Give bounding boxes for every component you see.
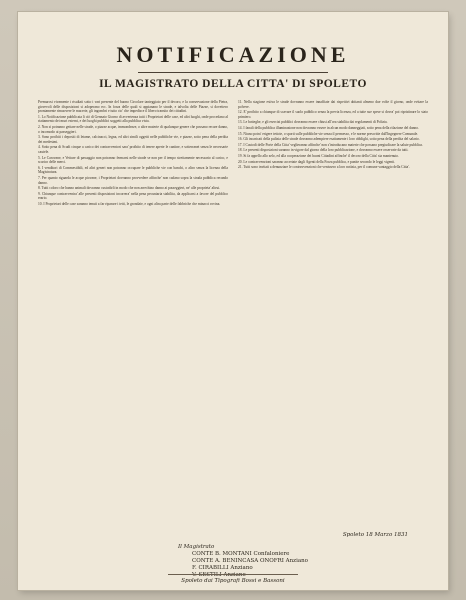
signatories-lead: Il Magistrato bbox=[178, 544, 215, 550]
paragraph: 7. Per quanto riguarda le acque piovane, i Proprietari dovranno provvedere affinche' non cadano sopra la strada pubblica recando danno. bbox=[38, 175, 228, 185]
paragraph: 9. Chiunque contravvenira' alle presenti disposizioni incorrera' nella pena pecuniaria stabilita, da applicarsi a favore del pubblico erario. bbox=[38, 191, 228, 201]
printer-credit: Spoleto dai Tipografi Bossi e Bassoni bbox=[181, 578, 285, 584]
paragraph: 8. Tutti coloro che hanno animali dovranno custodirli in modo che non arrechino danno ai passeggieri, ne' alle proprieta' altrui. bbox=[38, 186, 221, 191]
signer-name: CONTE B. MONTANI Confaloniere bbox=[192, 551, 290, 557]
paragraph: 11. Nella stagione estiva le strade dovranno essere innaffiate dai rispettivi abitanti almeno due volte il giorno, onde evitare la polvere. bbox=[238, 100, 428, 109]
paragraph: 12. E' proibito a chiunque di scavare il suolo pubblico senza la previa licenza, ed a tutte sue spese si dovra' poi ripristinare lo stato primiero. bbox=[238, 110, 428, 119]
paragraph: 18. Le presenti disposizioni saranno in vigore dal giorno della loro pubblicazione, e dovranno essere osservate da tutti. bbox=[238, 148, 409, 153]
paragraph: Premurosi vivamente i risultati sotto i vari presente del buono Circolare tanteggiato per il decoro, e la conservazione della Pietra, giovevoli delle disposizioni si adoperano ecc. In forza delle quali si appianano le strade, e talvolta delle Piazze, si dovettero prontamente rimuovere le macerie, gli ingombri e tutto cio' che impedisce il libero transito dei cittadini. bbox=[38, 100, 228, 114]
body-column-right bbox=[238, 100, 428, 450]
paragraph: 13. Le botteghe, e gli esercizi pubblici dovranno essere chiusi all'ora stabilita dai regolamenti di Polizia. bbox=[238, 120, 388, 125]
title-divider bbox=[138, 72, 328, 73]
document-title: NOTIFICAZIONE bbox=[116, 42, 350, 67]
document-subtitle: IL MAGISTRATO DELLA CITTA' DI SPOLETO bbox=[99, 78, 367, 90]
paragraph: 17. I Custodi delle Porte della Citta' veglieranno affinche' non s'introducano materie che possano pregiudicare la salute pubblica. bbox=[238, 142, 423, 147]
paragraph: 4. Sotto pena di Scudi cinque a carico dei contravventori sara' proibito di tenere aperte le cantine, e sotterranei senza le necessarie cautele. bbox=[38, 145, 228, 154]
notice-sheet bbox=[18, 12, 448, 590]
paragraph: 1. Lo Notificazione pubblicata li ciò di Gennaio Giorno di avvertenza tutti i Proprietari delle case, ed altri luoghi, onde procedano al riattamento dei muri esterni, e dei luoghi pubblici soggetti alla pubblica vista. bbox=[38, 114, 228, 124]
body-columns bbox=[38, 100, 428, 450]
body-column-left bbox=[38, 100, 228, 450]
paragraph: 20. Le contravvenzioni saranno accertate dagli Agenti della Forza pubblica, e punite secondo le leggi vigenti. bbox=[238, 159, 396, 164]
paragraph: 6. I venditori di Commestibili, ed altri generi non potranno occupare le pubbliche vie con banchi, o altro senza la licenza della Magistratura. bbox=[38, 165, 228, 175]
signer-name: CONTE A. BENINCASA ONOFRI Anziano bbox=[192, 558, 308, 564]
paragraph: 14. I fanali della pubblica illuminazione non dovranno essere in alcun modo danneggiati, sotto pena della rifazione del danno. bbox=[238, 125, 419, 130]
printer-divider bbox=[168, 574, 298, 575]
paragraph: 19. Si fa appello allo zelo, ed alla cooperazione dei buoni Cittadini affinche' il decoro della Citta' sia mantenuto. bbox=[238, 153, 399, 158]
paragraph: 21. Tutti sono invitati a denunziare le contravvenzioni che venissero a loro notizia, per il comune vantaggio della Citta'. bbox=[238, 165, 410, 170]
paragraph: 2. Non si potranno gettare nelle strade, o piazze acque, immondezze, o altre materie di qualunque genere che possano recare danno, o incomodo ai passeggieri. bbox=[38, 124, 228, 134]
paragraph: 10. I Proprietari delle case saranno tenuti a far riparare i tetti, le grondaie, e ogni altra parte delle fabbriche che minacci rovina. bbox=[38, 201, 221, 206]
paragraph: 5. Le Carovane, e Vetture di passaggio non potranno fermarsi nelle strade se non per il tempo strettamente necessario al carico, e scarico delle merci. bbox=[38, 155, 228, 165]
signer-name: V. SESTILI Anziano bbox=[192, 572, 246, 578]
paragraph: 16. Gli incaricati della pulizia delle strade dovranno adempiere esattamente i loro obblighi, sotto pena della perdita del salario. bbox=[238, 137, 420, 142]
signer-name: F. CIRABILLI Anziano bbox=[192, 565, 253, 571]
paragraph: 3. Sono proibiti i depositi di letame, calcinacci, legna, ed altri simili oggetti nelle pubbliche vie, e piazze, sotto pena della perdita dei medesimi. bbox=[38, 135, 228, 144]
date-line: Spoleto 18 Marzo 1831 bbox=[342, 532, 408, 538]
paragraph: 15. Niuno potra' erigere tettoie, o sporti sulle pubbliche vie senza il permesso, e le norme prescritte dall'Ingegnere Comunale. bbox=[238, 131, 419, 136]
